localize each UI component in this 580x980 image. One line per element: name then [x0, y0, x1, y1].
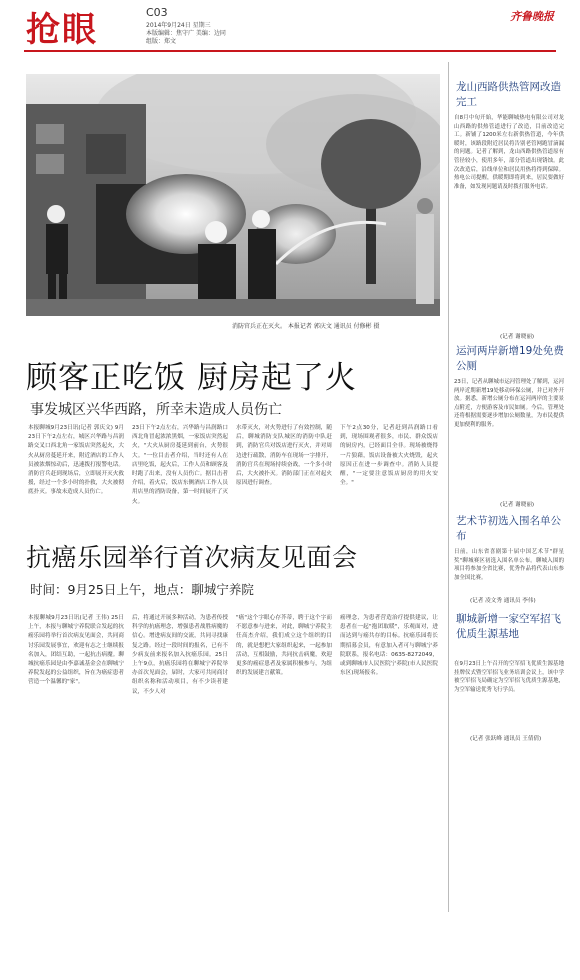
sidebar-item3-body: 日前，山东省喜剧第十届中国艺术节"群星奖"聊城赛区初选入围名单公布。聊城入围的项目将参加全省比赛，优秀作品将代表山东参加全国比赛。: [454, 549, 564, 581]
edition-date: 2014年9月24日 星期三: [146, 22, 211, 29]
story1-column-3: 水带灭火，对火势进行了有效控制，随后，聊城消防支队城区的消防中队赶到，消防官兵对饭店进行灭火，并对周边进行疏散，消防车在现场一字排开，消防官兵在现场持续奋战，一个多小时后，大火被扑灭。消防部门正在对起火原因进行调查。: [236, 425, 332, 487]
story2-subhead: 时间：9月25日上午，地点：聊城宁养院: [30, 582, 254, 597]
story2-column-4: 癌理念，为患者营造治疗提供建议，让患者在一起"抱团取暖"，乐观面对，进而达到与癌共存的目标。抗癌乐园将长期招募会员，有意加入者可与聊城宁养院联系，报名电话：0635-8272049，或到聊城市人民医院宁养院(市人民医院东区)现场报名。: [340, 615, 438, 677]
story2-column-2: 后，将通过开展多种活动，为患者传授科学的抗癌理念，增强患者战胜病魔的信心。增进病友间的交流，共同寻找康复之路。经过一段时间的报名，已有不少病友前来报名加入抗癌乐园。25日上午9点，抗癌乐园将在聊城宁养院举办首次见面会，届时，大家可共同商讨组织名称和活动项目，有不少读者建议，不少人对: [132, 615, 228, 695]
sidebar-item1-body: 自8月中旬开始，华能聊城热电有限公司对龙山西路的供热管道进行了改造，目前改造完工。新铺了1200米左右新供热管道，今年供暖时，该路段附近居民将告别老管网跑冒滴漏的问题。记者了解到，龙山西路供热管道原有管径较小，使用多年，部分管道出现锈蚀。此次改造后，沿线单位和居民用热将得到保障。热电公司提醒，供暖期即将到来，居民要做好准备，如发现问题请及时拨打服务电话。: [454, 115, 564, 190]
story2-headline: 抗癌乐园举行首次病友见面会: [26, 543, 358, 572]
masthead-divider: [24, 50, 556, 52]
story2-column-3: "癌"这个字眼心存芥蒂，聘于这个字而不愿意参与进来，对此，聊城宁养院主任高杰介绍，我们成立这个组织的目的，就是想把大家组织起来，一起参加活动，互相鼓励，共同抗击病魔，欢迎更多的癌症患者及家属积极参与，为组织的发展建言献策。: [236, 615, 332, 677]
sidebar-divider: [448, 62, 449, 912]
sidebar-item3-author: (记者 凌文秀 通讯员 李伟): [470, 598, 536, 604]
sidebar-item4-author: (记者 张跃峰 通讯员 王倩倩): [470, 736, 542, 742]
sidebar-item1-title: 龙山西路供热管网改造完工: [456, 81, 561, 108]
sidebar-item4-body: 在9月23日上午召开的空军招飞优质生源基地挂牌仪式暨空军招飞业务培训会议上，该中学被空军招飞局确定为空军招飞优质生源基地，为空军输送优秀飞行学员。: [454, 661, 564, 693]
edition-meta: [146, 22, 296, 46]
newspaper-brand: 齐鲁晚报: [510, 10, 554, 23]
sidebar-item4-title: 聊城新增一家空军招飞优质生源基地: [456, 613, 561, 640]
sidebar-item2-author: (记者 谢晓丽): [500, 502, 535, 508]
story1-column-4: 下午2点30分，记者赶到昌润路口看到，现场围观者很多，市民、群众饭店的厨房内，已经面目全非。现场被烧得一片狼藉，饭店设备被大火烧毁，起火原因正在进一步调查中。消防人员提醒，"一定要注意饭店厨房的用火安全。": [340, 425, 438, 487]
story1-headline: 顾客正吃饭 厨房起了火: [26, 360, 357, 396]
page-number: C03: [146, 6, 168, 19]
masthead: [0, 0, 580, 54]
sidebar-item2-body: 23日，记者从聊城市运河管理处了解到，运河两岸近期新增19处移动环保公厕，并已对外开放。据悉，新增公厕分布在运河两岸的主要景点附近，方便游客及市民如厕。今后，管理处还将根据需要逐步增加公厕数量，为市民提供更加便利的服务。: [454, 379, 564, 428]
edition-editors: 本版编辑：焦守广 美编：边同: [146, 30, 226, 37]
sidebar-item2-title: 运河两岸新增19处免费公厕: [456, 345, 564, 372]
sidebar-item1-author: (记者 谢晓丽): [500, 334, 535, 340]
story1-column-2: 23日下午2点左右，兴华路与昌润路口西北角冒起浓浓黑烟，一家饭店突然起火，"大火从厨房蔓延到前台，火势很大。"一位目击者介绍，当时还有人在店里吃饭，起火后，工作人员和顾客及时跑了出来，没有人员伤亡。据目击者介绍，着火后，饭店东侧酒店工作人员用店里的消防设备，第一时间展开了灭火。: [132, 425, 228, 505]
story1-subhead: 事发城区兴华西路，所幸未造成人员伤亡: [30, 402, 282, 418]
photo-caption: 消防官兵正在灭火。 本报记者 郭庆文 通讯员 付修彬 摄: [232, 323, 380, 330]
section-title: 抢眼: [26, 10, 98, 50]
fire-scene-photo: [26, 74, 440, 316]
sidebar-item3-title: 艺术节初选入围名单公布: [456, 515, 561, 542]
edition-layout: 组版：郑文: [146, 38, 177, 45]
story2-column-1: 本报聊城9月23日讯(记者 王伟) 25日上午，本报与聊城宁养院联合发起的抗癌乐园将举行首次病友见面会，共同商讨乐园发展事宜，欢迎有志之士继续报名加入，团结互助，一起抗击病魔。聊城抗癌乐园是由李嘉诚基金会在聊城宁养院发起的公益组织，旨在为癌症患者营造一个温馨的"家"。: [28, 615, 124, 686]
story1-column-1: 本报聊城9月23日讯(记者 郭庆文) 9月23日下午2点左右，城区兴华路与昌润路交叉口西北角一家饭店突然起火，大火从厨房蔓延开来，附近酒店的工作人员被浓烟惊动后，迅速拨打报警电话。消防官兵赶到现场后，立即展开灭火救援，经过一个多小时的扑救，大火被彻底扑灭。事故未造成人员伤亡。: [28, 425, 124, 496]
